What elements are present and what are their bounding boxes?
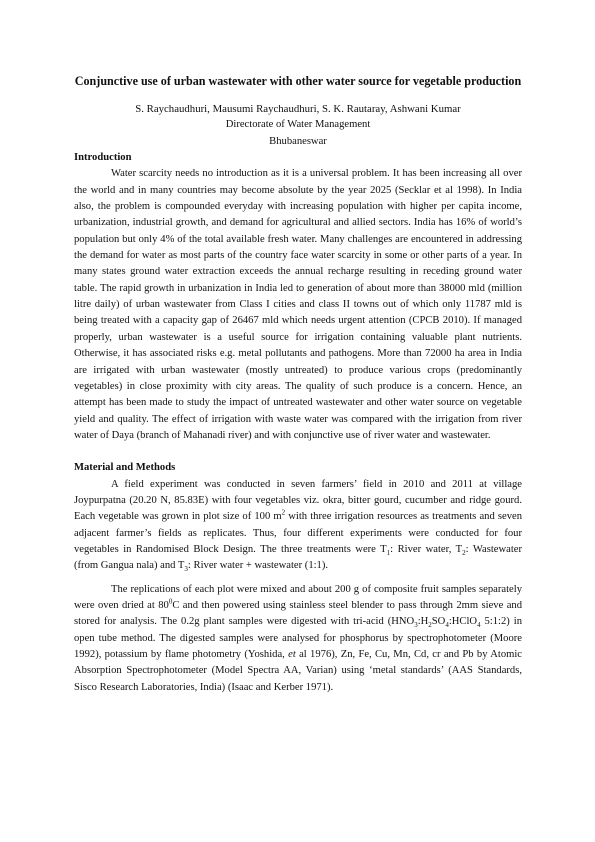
location: Bhubaneswar: [269, 135, 327, 147]
introduction-heading: Introduction: [74, 152, 132, 164]
affiliation: Directorate of Water Management: [225, 119, 371, 131]
superscript-0: 0: [168, 597, 173, 606]
methods-p2-text-c: :H: [417, 616, 429, 628]
methods-paragraph-2: [74, 582, 522, 696]
methods-heading: Material and Methods: [74, 462, 176, 474]
methods-p2-text-g: al 1976), Zn, Fe, Cu, Mn, Cd, cr and Pb by Atomic Absorption Spectrophotometer (Model Spectra AA, Varian) using ‘metal standards’ (AAS Standards, Sisco Research Laboratories, India) (Isaac and Kerber 1971).: [74, 649, 522, 693]
methods-paragraph-1: [74, 477, 522, 575]
subscript-2: 2: [428, 621, 432, 630]
author-list: S. Raychaudhuri, Mausumi Raychaudhuri, S. K. Rautaray, Ashwani Kumar: [135, 103, 461, 115]
subscript-4: 4: [445, 621, 449, 630]
superscript-2: 2: [281, 508, 286, 517]
section-gap: [74, 444, 522, 460]
methods-p1-text-d: : Wastewater (from Gangua nala) and T: [74, 543, 522, 572]
paragraph-gap: [74, 575, 522, 582]
methods-p2-text-b: C and then powered using stainless steel blender to pass through 2mm sieve and stored for analysis. The 0.2g plant samples were digested with tri-acid (HNO: [74, 599, 522, 628]
methods-p1-text-a: A field experiment was conducted in seven farmers’ field in 2010 and 2011 at village Joypurpatna (20.20 N, 85.83E) with four vegetables viz. okra, bitter gourd, cucumber and ridge gourd. Each vegetable was grown in plot size of 100 m: [74, 478, 522, 523]
subscript-4: 4: [477, 621, 481, 630]
methods-p2-text-f: 5:1:2) in open tube method. The digested samples were analysed for phosphorus by spectrophotometer (Moore 1992), potassium by flame photometry (Yoshida,: [74, 616, 523, 660]
methods-p2-text-e: :HClO: [448, 616, 478, 628]
methods-p2-text-d: SO: [431, 616, 446, 628]
methods-p1-text-e: : River water + wastewater (1:1).: [187, 560, 329, 572]
methods-p1-text-c: : River water, T: [390, 543, 463, 555]
paper-title: Conjunctive use of urban wastewater with other water source for vegetable production: [74, 74, 522, 88]
subscript-1: 1: [386, 549, 391, 558]
introduction-paragraph: Water scarcity needs no introduction as it is a universal problem. It has been increasing all over the world and in many countries may become absolute by the year 2025 (Secklar et al 1998). In India also, the problem is compounded everyday with increasing population with higher per capita income, urbanization, industrial growth, and demand for agricultural and allied sectors. India has 16% of world’s population but only 4% of the total available fresh water. Many challenges are encountered in addressing the demand for water as most parts of the country face water scarcity in some or other parts of a year. In many states ground water extraction exceeds the annual recharge resulting in receding ground water table. The rapid growth in urbanization in India led to generation of about more than 38000 mld (million litre daily) of urban wastewater from Class I cities and class II towns out of which only 11787 mld is being treated with a capacity gap of 26467 mld which needs urgent attention (CPCB 2010). If managed properly, urban wastewater is a useful source for irrigation containing valuable plant nutrients. Otherwise, it has associated risks e.g. metal pollutants and pathogens. More than 72000 ha area in India are irrigated with urban wastewater (mostly untreated) to produce various crops (predominantly vegetables) in close proximity with city areas. The quality of such produce is a concern. Hence, an attempt has been made to study the impact of untreated wastewater and other water source on vegetable yield and quality. The effect of irrigation with waste water was compared with the irrigation from river water of Daya (branch of Mahanadi river) and with conjunctive use of river water and wastewater.: [74, 168, 522, 441]
et-italic: et: [288, 649, 296, 660]
paper-page: [74, 72, 522, 696]
subscript-3: 3: [184, 565, 188, 574]
subscript-2: 2: [462, 549, 466, 558]
subscript-3: 3: [414, 621, 418, 630]
methods-p1-text-b: with three irrigation resources as treatments and seven adjacent farmer’s fields as replicates. Thus, four different experiments were conducted for four vegetables in Randomised Block Design. The three treatments were T: [74, 511, 522, 555]
methods-p2-text-a: The replications of each plot were mixed and about 200 g of composite fruit samples separately were oven dried at 80: [74, 583, 522, 611]
